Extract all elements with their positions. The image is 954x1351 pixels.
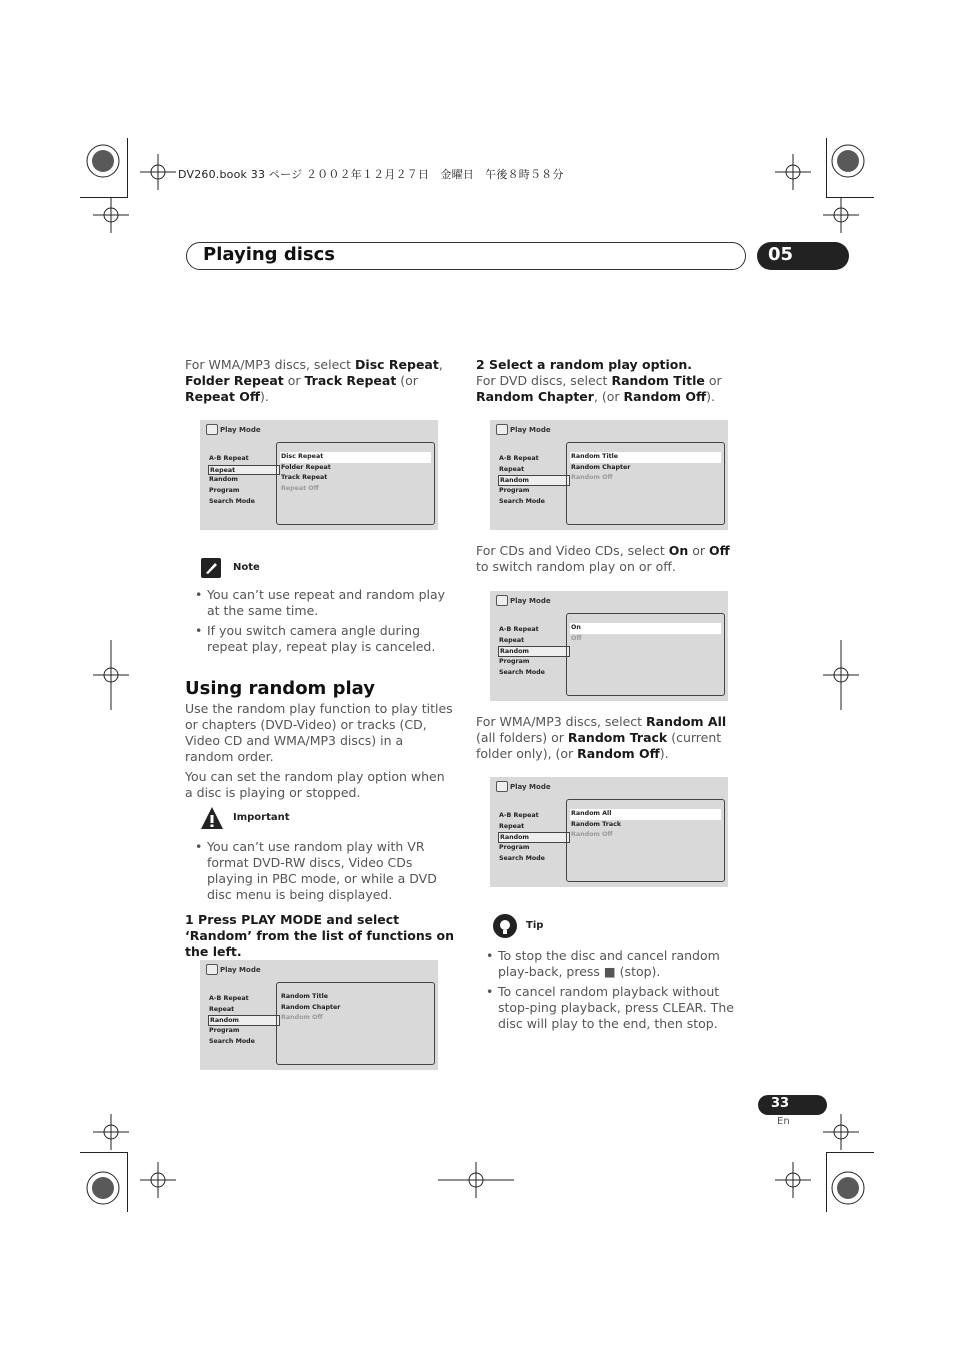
osd-left-menu [498,625,566,678]
play-mode-icon [496,781,508,792]
osd-left-menu [208,454,276,507]
play-mode-icon [206,964,218,975]
note-label: Note [233,562,260,573]
note-item: • If you switch camera angle during repeat play, repeat play is canceled. [185,623,453,655]
osd-title: Play Mode [220,966,261,974]
note-item: • You can’t use repeat and random play at the same time. [185,587,453,619]
osd-option[interactable]: Random Off [571,831,613,839]
section-body [185,701,455,801]
osd-menu-item[interactable]: Repeat [499,465,525,473]
osd-left-menu [498,454,566,507]
osd-menu-item[interactable]: Search Mode [499,668,545,676]
tip-item: • To stop the disc and cancel random play-back, press ■ (stop). [476,948,746,980]
osd-menu-item-selected[interactable]: Repeat [208,465,280,476]
note-icon [200,557,222,579]
osd-menu-item[interactable]: Search Mode [499,497,545,505]
osd-menu-item[interactable]: A-B Repeat [209,995,249,1002]
page-number: 33 [771,1096,790,1111]
osd-options [566,799,725,882]
osd-title: Play Mode [220,426,261,434]
osd-menu-item[interactable]: Search Mode [499,854,545,862]
osd-options [566,613,725,696]
page-number-badge [758,1095,827,1115]
osd-menu-item-selected[interactable]: Random [498,475,570,486]
cd-instructions: For CDs and Video CDs, select On or Off to switch random play on or off. [476,543,730,574]
osd-title: Play Mode [510,783,551,791]
osd-menu-item-selected[interactable]: Random [498,646,570,657]
osd-title: Play Mode [510,426,551,434]
play-mode-icon [496,424,508,435]
step-1: 1 Press PLAY MODE and select ‘Random’ from the list of functions on the left. [185,912,455,959]
osd-menu-item[interactable]: Search Mode [209,497,255,505]
osd-wma-random-panel [490,777,728,887]
osd-menu-item[interactable]: Random [209,476,238,484]
important-item: • You can’t use random play with VR format DVD-RW discs, Video CDs playing in PBC mode, or while a DVD disc menu is being displayed. [185,839,455,903]
tip-label: Tip [526,920,544,931]
osd-menu-item-selected[interactable]: Random [208,1015,280,1026]
osd-menu-item[interactable]: Program [209,487,240,495]
section-paragraph: Use the random play function to play titles or chapters (DVD-Video) or tracks (CD, Video CD and WMA/MP3 discs) in a random order. [185,701,453,764]
osd-menu-item[interactable]: A-B Repeat [209,455,249,462]
left-intro: For WMA/MP3 discs, select Disc Repeat, Folder Repeat or Track Repeat (or Repeat Off). [185,357,443,404]
osd-options [566,442,725,525]
important-icon [200,806,224,830]
important-list [185,839,455,907]
osd-option[interactable]: Repeat Off [281,485,319,493]
print-meta: DV260.book 33 ページ ２００２年１２月２７日 金曜日 午後８時５８分 [178,168,564,181]
osd-option-selected[interactable]: On [570,623,721,634]
page-language: En [777,1116,790,1127]
osd-options [276,982,435,1065]
osd-menu-item[interactable]: A-B Repeat [499,812,539,819]
osd-left-menu [498,811,566,864]
tip-list [476,948,746,1036]
osd-options [276,442,435,525]
osd-option[interactable]: Random Chapter [571,463,631,471]
section-paragraph: You can set the random play option when a disc is playing or stopped. [185,769,445,800]
osd-left-menu [208,994,276,1047]
osd-menu-item[interactable]: Program [209,1027,240,1035]
osd-menu-item[interactable]: Search Mode [209,1037,255,1045]
osd-option-selected[interactable]: Random All [570,809,721,820]
osd-option[interactable]: Folder Repeat [281,463,331,471]
wma-instructions: For WMA/MP3 discs, select Random All (all folders) or Random Track (current folder only), (or Random Off). [476,714,727,761]
osd-option[interactable]: Random Off [281,1014,323,1022]
osd-menu-item[interactable]: Program [499,844,530,852]
osd-option-selected[interactable]: Random Title [570,452,721,463]
osd-random-panel [200,960,438,1070]
important-label: Important [233,812,290,823]
dvd-instructions: For DVD discs, select Random Title or Random Chapter, (or Random Off). [476,373,722,404]
osd-menu-item[interactable]: Repeat [209,1005,235,1013]
osd-cd-random-panel [490,591,728,701]
osd-option[interactable]: Random Chapter [281,1003,341,1011]
step-2: 2 Select a random play option. [476,357,693,372]
osd-title: Play Mode [510,597,551,605]
play-mode-icon [206,424,218,435]
chapter-number: 05 [768,244,794,265]
osd-menu-item[interactable]: A-B Repeat [499,455,539,462]
osd-dvd-random-panel [490,420,728,530]
section-title: Using random play [185,678,375,699]
osd-option[interactable]: Random Title [281,993,329,1000]
osd-menu-item[interactable]: Repeat [499,822,525,830]
page-title: Playing discs [203,244,335,265]
play-mode-icon [496,595,508,606]
osd-menu-item[interactable]: Program [499,658,530,666]
osd-option[interactable]: Random Track [571,820,622,828]
osd-option[interactable]: Random Off [571,474,613,482]
note-list [185,587,453,659]
osd-option[interactable]: Off [571,634,582,642]
osd-option-selected[interactable]: Disc Repeat [280,452,431,463]
tip-icon [492,913,518,939]
osd-menu-item-selected[interactable]: Random [498,832,570,843]
osd-menu-item[interactable]: A-B Repeat [499,626,539,633]
osd-option[interactable]: Track Repeat [281,474,328,482]
osd-menu-item[interactable]: Repeat [499,636,525,644]
tip-item: • To cancel random playback without stop-ping playback, press CLEAR. The disc will play to the end, then stop. [476,984,746,1032]
osd-menu-item[interactable]: Program [499,487,530,495]
osd-repeat-panel [200,420,438,530]
